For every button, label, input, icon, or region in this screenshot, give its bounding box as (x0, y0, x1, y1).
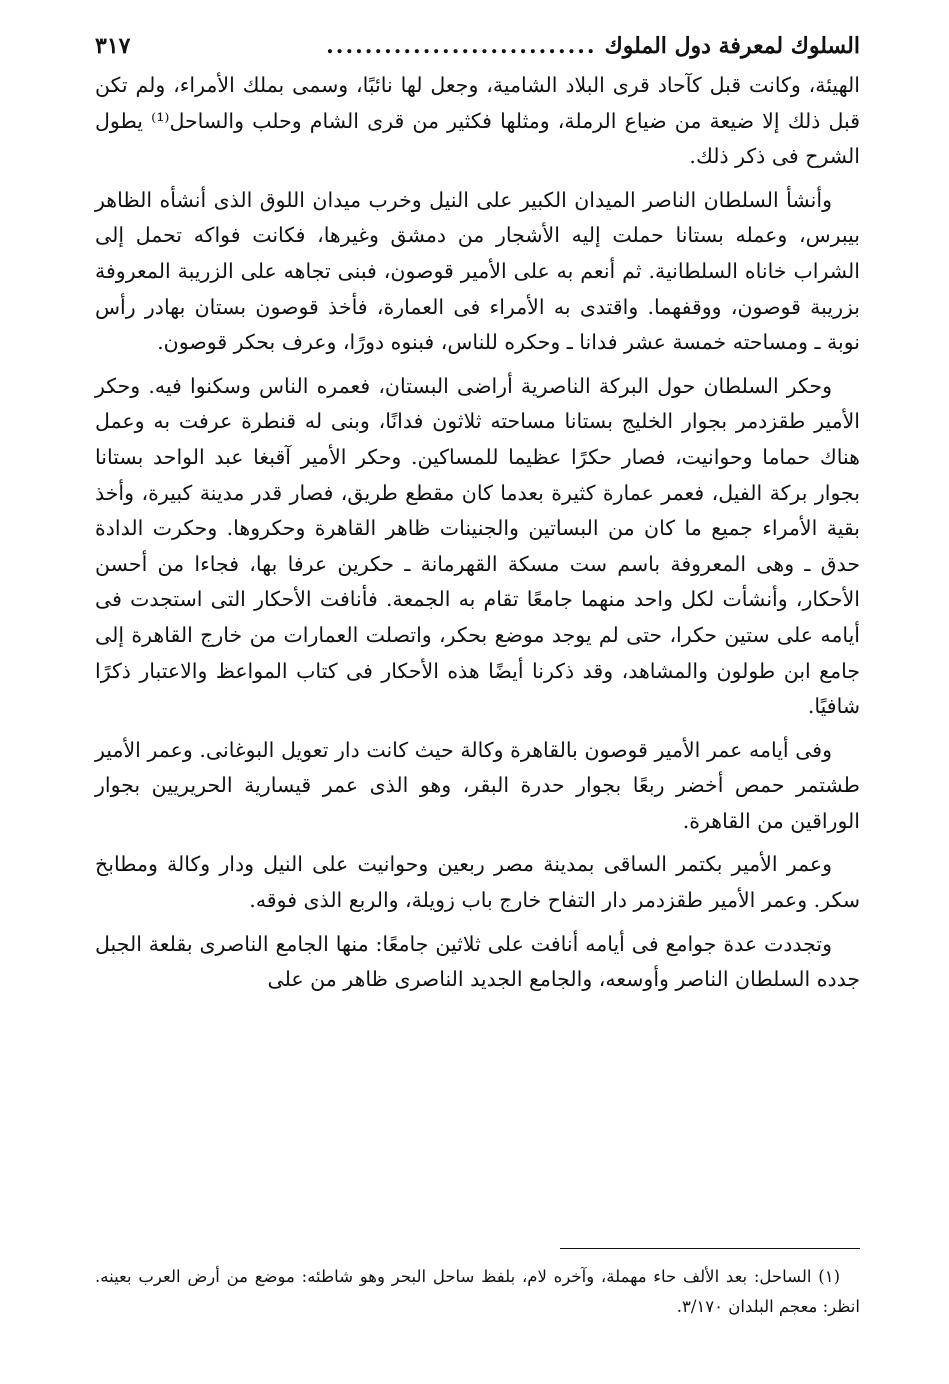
paragraph-4: وفى أيامه عمر الأمير قوصون بالقاهرة وكالة حيث كانت دار تعويل البوغانى. وعمر الأمير طشتمر حمص أخضر ربعًا بجوار حدرة البقر، وهو الذى عمر قيسارية الحريريين بجوار الوراقين من القاهرة. (95, 737, 860, 833)
main-text (95, 68, 860, 998)
page-number: ٣١٧ (95, 33, 131, 59)
header-leader-dots: ............................ (326, 33, 597, 59)
footnotes (95, 1262, 860, 1322)
book-title: السلوك لمعرفة دول الملوك (604, 33, 860, 59)
footnote-1: (١) الساحل: بعد الألف حاء مهملة، وآخره لام، بلفظ ساحل البحر وهو شاطئه: موضع من أرض العرب بعينه. انظر: معجم البلدان ٣/١٧٠. (95, 1267, 860, 1316)
paragraph-1: الهيئة، وكانت قبل كآحاد قرى البلاد الشامية، وجعل لها نائبًا، وسمى بملك الأمراء، ولم تكن قبل ذلك إلا ضيعة من ضياع الرملة، ومثلها فكثير من قرى الشام وحلب والساحل⁽¹⁾ يطول الشرح فى ذكر ذلك. (95, 73, 860, 169)
running-header (95, 28, 860, 64)
paragraph-5: وعمر الأمير بكتمر الساقى بمدينة مصر ربعين وحوانيت على النيل ودار وكالة ومطابخ سكر. وعمر الأمير طقزدمر دار التفاح خارج باب زويلة، والربع الذى فوقه. (95, 852, 860, 913)
paragraph-3: وحكر السلطان حول البركة الناصرية أراضى البستان، فعمره الناس وسكنوا فيه. وحكر الأمير طقزدمر بجوار الخليج بستانا مساحته ثلاثون فدانًا، وبنى له قنطرة عرفت به وعمل هناك حماما وحوانيت، فصار حكرًا عظيما للمساكين. وحكر الأمير آقبغا عبد الواحد بستانا بجوار بركة الفيل، فعمر عمارة كثيرة بعدما كان مقطع طريق، فصار قدر مدينة كبيرة، وأخذ بقية الأمراء جميع ما كان من البساتين والجنينات ظاهر القاهرة وحكروها. وحكرت الدادة حدق ـ وهى المعروفة باسم ست مسكة القهرمانة ـ حكرين عرفا بها، فجاءا من أحسن الأحكار، وأنشأت لكل واحد منهما جامعًا تقام به الجمعة. فأنافت الأحكار التى استجدت فى أيامه على ستين حكرا، حتى لم يوجد موضع بحكر، واتصلت العمارات من خارج القاهرة إلى جامع ابن طولون والمشاهد، وقد ذكرنا أيضًا هذه الأحكار فى كتاب المواعظ والاعتبار ذكرًا شافيًا. (95, 373, 860, 719)
book-page (95, 28, 860, 1006)
footnote-separator (560, 1248, 860, 1249)
paragraph-6: وتجددت عدة جوامع فى أيامه أنافت على ثلاثين جامعًا: منها الجامع الناصرى بقلعة الجبل جدده السلطان الناصر وأوسعه، والجامع الجديد الناصرى ظاهر من على (95, 931, 860, 992)
paragraph-2: وأنشأ السلطان الناصر الميدان الكبير على النيل وخرب ميدان اللوق الذى أنشأه الظاهر بيبرس، وعمله بستانا حملت إليه الأشجار من دمشق وغيرها، فكانت فواكه تحمل إلى الشراب خاناه السلطانية. ثم أنعم به على الأمير قوصون، فبنى تجاهه على الزريبة المعروفة بزريبة قوصون، ووقفهما. واقتدى به الأمراء فى العمارة، فأخذ قوصون بستان بهادر رأس نوبة ـ ومساحته خمسة عشر فدانا ـ وحكره للناس، فبنوه دورًا، وعرف بحكر قوصون. (95, 187, 860, 355)
